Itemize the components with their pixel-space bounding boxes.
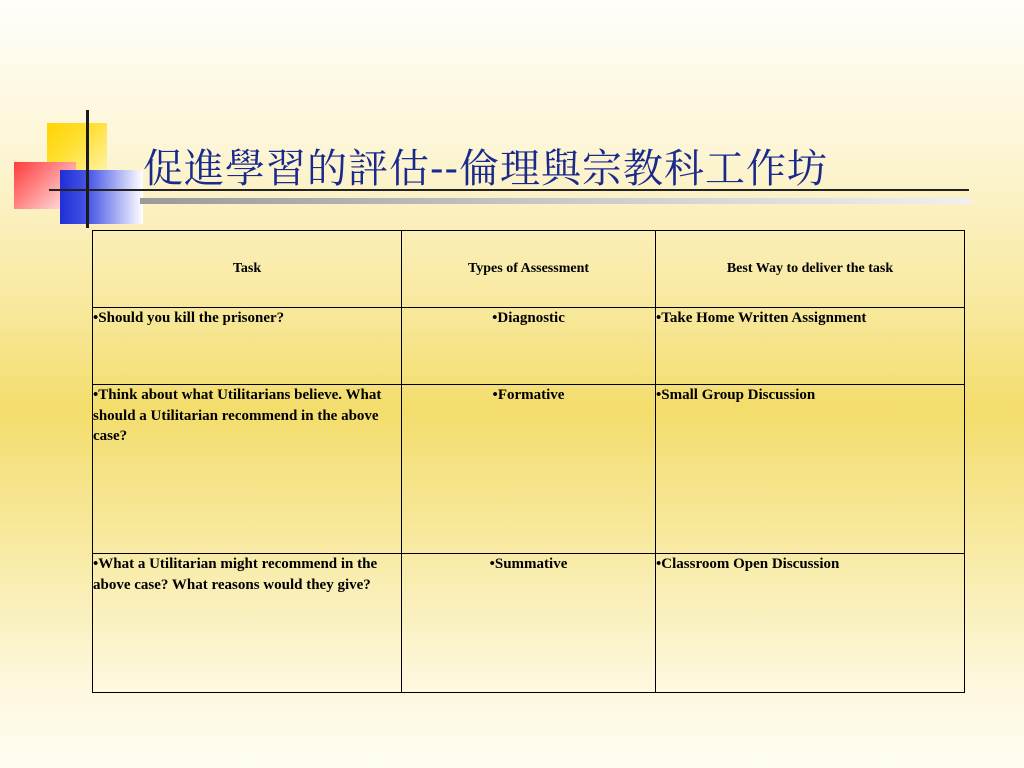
bullet: • — [656, 556, 662, 572]
bullet: • — [93, 387, 99, 403]
bullet: • — [93, 556, 99, 572]
header-task: Task — [93, 231, 402, 308]
delivery-way-cell — [656, 308, 965, 385]
assessment-type-text: Formative — [497, 387, 565, 403]
delivery-way-text: Small Group Discussion — [661, 387, 816, 403]
table-row — [93, 554, 965, 693]
task-cell — [93, 385, 402, 554]
table-row — [93, 308, 965, 385]
assessment-type-text: Diagnostic — [497, 310, 565, 326]
header-best-way: Best Way to deliver the task — [656, 231, 965, 308]
decor-vertical-line — [86, 110, 89, 228]
delivery-way-text: Take Home Written Assignment — [661, 310, 867, 326]
slide-title: 促進學習的評估--倫理與宗教科工作坊 — [143, 146, 829, 192]
task-cell — [93, 308, 402, 385]
assessment-type-cell — [402, 385, 656, 554]
bullet: • — [93, 310, 99, 326]
bullet: • — [489, 556, 495, 572]
delivery-way-cell — [656, 385, 965, 554]
assessment-type-cell — [402, 308, 656, 385]
decor-blue-square — [60, 170, 143, 224]
title-underline-rule — [140, 198, 971, 204]
table-header-row — [93, 231, 965, 308]
table-row — [93, 385, 965, 554]
bullet: • — [656, 310, 662, 326]
assessment-type-text: Summative — [494, 556, 568, 572]
bullet: • — [492, 310, 498, 326]
assessment-table — [92, 230, 965, 693]
bullet: • — [492, 387, 498, 403]
assessment-type-cell — [402, 554, 656, 693]
task-text: Should you kill the prisoner? — [98, 310, 285, 326]
task-text: Think about what Utilitarians believe. What should a Utilitarian recommend in the above case? — [93, 387, 382, 444]
header-types-of-assessment: Types of Assessment — [402, 231, 656, 308]
delivery-way-cell — [656, 554, 965, 693]
task-cell — [93, 554, 402, 693]
task-text: What a Utilitarian might recommend in the above case? What reasons would they give? — [93, 556, 378, 593]
bullet: • — [656, 387, 662, 403]
delivery-way-text: Classroom Open Discussion — [661, 556, 840, 572]
